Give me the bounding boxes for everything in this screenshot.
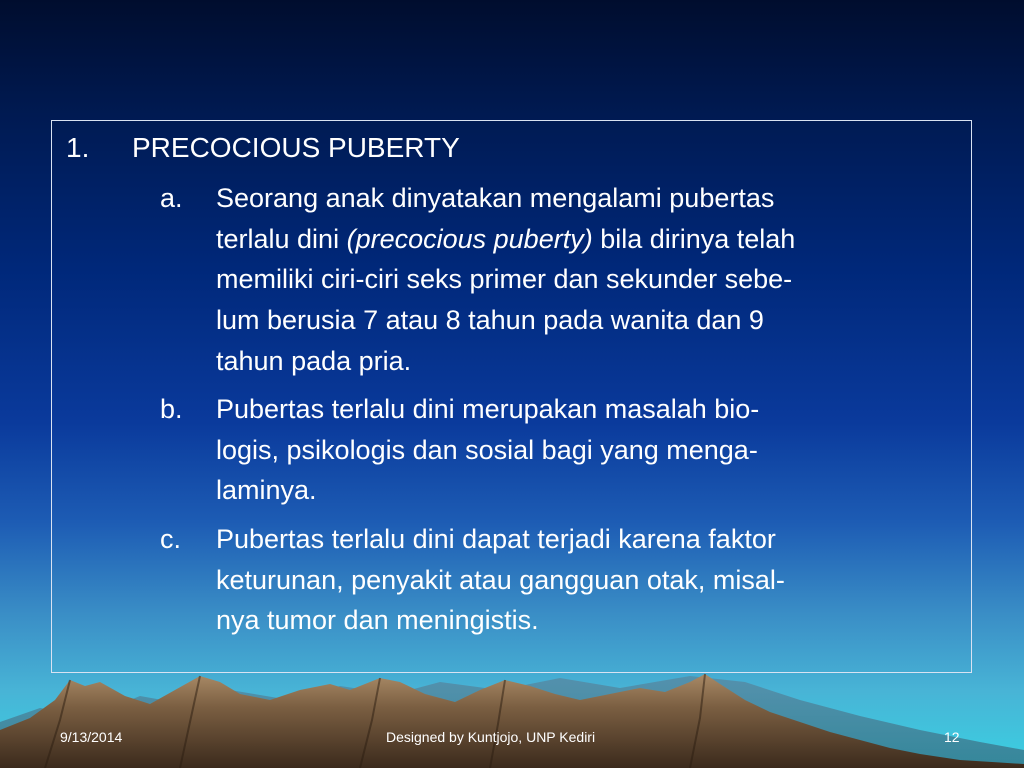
item-text: bila dirinya telah [592,223,796,254]
item-line: lum berusia 7 atau 8 tahun pada wanita dan 9 [216,305,764,336]
item-line: nya tumor dan meningistis. [216,605,539,636]
item-line: Pubertas terlalu dini merupakan masalah bio- [216,394,760,424]
heading-number: 1. [66,132,90,163]
item-line: memiliki ciri-ciri seks primer dan sekunder sebe- [216,264,793,295]
item-line [160,219,960,260]
item-line: Seorang anak dinyatakan mengalami pubertas [216,183,775,213]
footer-credit: Designed by Kuntjojo, UNP Kediri [386,729,596,745]
item-line: logis, psikologis dan sosial bagi yang menga- [216,434,758,465]
heading-text: PRECOCIOUS PUBERTY [132,132,460,163]
list-marker: b. [160,394,183,424]
list-item-b [160,389,960,511]
item-line: keturunan, penyakit atau gangguan otak, misal- [216,564,785,595]
item-line: Pubertas terlalu dini dapat terjadi karena faktor [216,524,776,554]
list-item-a [160,178,960,382]
item-line: laminya. [216,475,317,506]
footer-date: 9/13/2014 [60,729,123,745]
mountain-range-image [0,660,1024,768]
list-marker: a. [160,183,183,213]
list-marker: c. [160,524,182,554]
item-text: terlalu dini [216,223,347,254]
list-item-c [160,519,960,641]
italic-term: (precocious puberty) [346,223,593,254]
item-line: tahun pada pria. [216,345,412,376]
slide-number: 12 [944,729,960,745]
heading [66,130,460,166]
